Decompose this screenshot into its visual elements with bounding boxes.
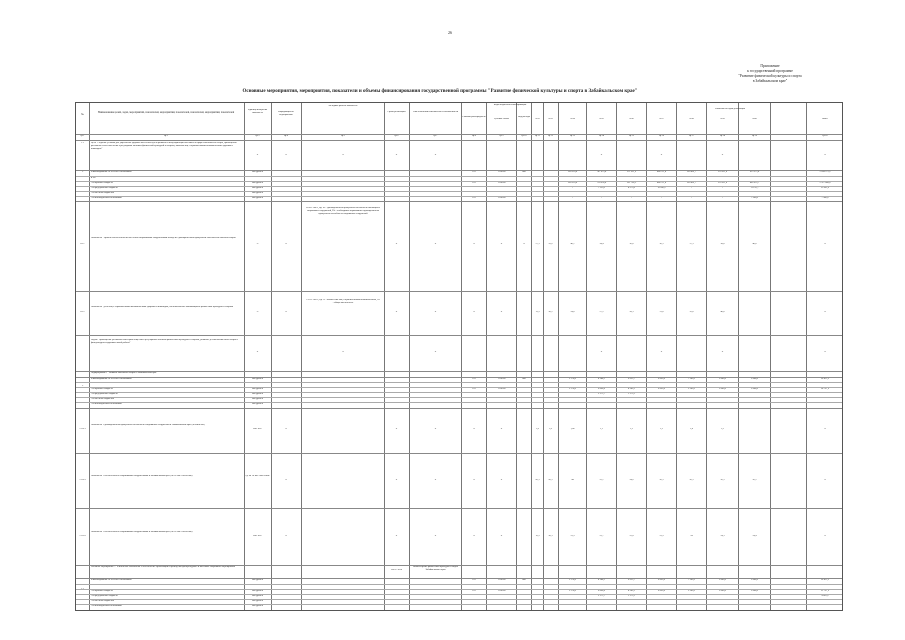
- header-name: Наименование целей, задач, мероприятий, показателей, мероприятий, показателей, показателей, мероприятий, показателей: [97, 111, 235, 114]
- value: 22,8: [629, 535, 634, 537]
- value: 408 711,4: [656, 182, 667, 184]
- x-mark: X: [824, 535, 826, 537]
- x-mark: X: [434, 154, 437, 156]
- financing-label: - из федерального бюджета: [91, 393, 118, 395]
- financing-label: - из внебюджетных источников: [91, 197, 122, 199]
- value: 52,1: [599, 479, 604, 481]
- x-mark: X: [395, 154, 398, 156]
- value: 20,3: [548, 535, 553, 537]
- x-mark: X: [473, 535, 475, 537]
- header-years: Значения по годам реализации: [715, 108, 745, 110]
- index-cell: гр.5: [341, 135, 345, 137]
- header-year: 2015: [599, 118, 604, 120]
- financing-label: - из местных бюджетов: [91, 192, 114, 194]
- financing-label: Финансирование за счет всех источников: [91, 171, 132, 173]
- value: 1 273,5: [628, 393, 635, 395]
- value: 2 574,0: [569, 590, 576, 592]
- unit: тыс.рублей: [252, 197, 263, 199]
- value: 36,0: [629, 243, 634, 245]
- value: -: [572, 197, 573, 199]
- value: 24,0: [570, 311, 575, 313]
- value: 34,4: [599, 243, 604, 245]
- value: 7 900,0: [751, 197, 758, 199]
- index-cell: гр.1: [80, 135, 85, 137]
- value: 36,5: [659, 243, 664, 245]
- index-cell: гр.4: [284, 135, 288, 137]
- program-table: [75, 102, 843, 611]
- value: 291 706,5: [626, 182, 637, 184]
- x-mark: X: [395, 479, 398, 481]
- value: 2 574,0: [569, 579, 576, 581]
- appendix-line: Приложение: [760, 64, 780, 68]
- financing-label: - из внебюджетных источников: [91, 403, 122, 405]
- value: 3 006,0: [719, 378, 726, 380]
- value: 3 006,0: [719, 579, 726, 581]
- index-cell: гр.19: [752, 135, 757, 137]
- value: 28,3: [629, 311, 634, 313]
- appendix-line: "Развитие физической культуры и спорта: [738, 74, 802, 78]
- header-year: 2018: [689, 118, 694, 120]
- value: 7 900,0: [821, 197, 829, 199]
- subprogram-title: Подпрограмма 1 "Развитие массового спорта в Забайкальском крае": [91, 372, 158, 374]
- method-text: Ci/Ch*100%, где Ci - количество лиц с ограниченными возможностями, Ch - общая численность: [306, 299, 380, 304]
- value: 396 461,7: [686, 171, 697, 173]
- method-text: Ef/Eh*100%, где Ef - единовременная пропускная способность имеющихся спортивных сооружений, Eh - необходимая нормативная единовременная пропускная способность спортивных сооружений: [306, 207, 380, 215]
- x-mark: X: [395, 535, 398, 537]
- unit: тыс.рублей: [252, 171, 263, 173]
- value: 40,0: [752, 243, 757, 245]
- x-mark: X: [473, 479, 475, 481]
- x-mark: X: [500, 243, 503, 245]
- value: 710 950,8: [596, 182, 607, 184]
- code: 1110100: [497, 579, 506, 581]
- index-cell: гр.13: [570, 135, 575, 137]
- index-cell: гр.9: [499, 135, 504, 137]
- unit: тыс.рублей: [252, 388, 263, 390]
- row-number: 1.1: [81, 142, 84, 144]
- financing-label: - из краевого бюджета: [91, 590, 113, 592]
- unit: тыс.рублей: [252, 579, 263, 581]
- value: 1,06: [570, 428, 575, 430]
- value: 2 574,0: [569, 388, 576, 390]
- value: 2,2: [660, 428, 663, 430]
- value: 290 314,8: [567, 182, 578, 184]
- x-mark: X: [824, 479, 826, 481]
- financing-label: Финансирование за счет всех источников: [91, 378, 132, 380]
- goal-text: Цель "Создание условий для укрепления здоровья населения путем развития и популяризации массового и профессионального спорта, приобщения различных слоев населения к регулярным занятиям физической культурой и спортом, включая лиц с ограниченными возможностями здоровья и инвалидов": [91, 142, 237, 150]
- code: 011: [472, 197, 476, 199]
- activity-title: Основное мероприятие 1 "Физическое воспитание и обеспечение организации и проведения физкультурных и массовых спортивных мероприятий": [91, 566, 236, 568]
- page-number: 26: [448, 30, 452, 35]
- value: 6 659,7: [628, 579, 635, 581]
- header-vid: Вид расхода: [518, 116, 530, 118]
- code: 011: [472, 579, 476, 581]
- value: 32 797,9: [820, 590, 830, 592]
- value: 4 575,0: [628, 187, 635, 189]
- x-mark: X: [434, 243, 437, 245]
- header-section: Целевая статья: [494, 118, 509, 120]
- code: 011: [472, 590, 476, 592]
- index-cell: гр.6: [394, 135, 399, 137]
- value: 38 813,5: [820, 378, 830, 380]
- x-mark: X: [342, 351, 344, 353]
- value: 3 006,0: [719, 590, 726, 592]
- value: 396 461,7: [686, 182, 697, 184]
- header-deadline: Сроки реализации: [387, 111, 406, 113]
- row-number: 1.1031: [79, 535, 86, 537]
- x-mark: X: [434, 535, 437, 537]
- value: 290 314,8: [567, 171, 578, 173]
- x-mark: X: [395, 428, 398, 430]
- x-mark: X: [285, 428, 287, 430]
- value: 2 694 272,6: [819, 171, 831, 173]
- x-mark: X: [256, 351, 259, 353]
- index-cell: гр.10: [521, 135, 527, 137]
- value: 3 006,0: [719, 388, 726, 390]
- indicator-text: Показатель "Обеспеченность спортивными сооружениями в Забайкальском крае (на 10 тыс. населения)": [91, 531, 194, 533]
- value: 13,9: [535, 311, 540, 313]
- value: -: [722, 197, 723, 199]
- index-cell: гр.20: [822, 135, 828, 137]
- header-codes: Коды бюджетной классификации: [493, 104, 527, 106]
- value: 6 096,8: [658, 378, 665, 380]
- value: -: [691, 197, 692, 199]
- value: 20,2: [548, 311, 553, 313]
- header-year: 2020: [752, 118, 757, 120]
- value: 7 386,6: [688, 579, 695, 581]
- value: 2,5: [721, 428, 724, 430]
- unit: тыс.рублей: [252, 378, 263, 380]
- header-year: 2016: [629, 118, 634, 120]
- header-no: №: [81, 113, 84, 116]
- value: 40,1: [570, 243, 575, 245]
- code: 011: [472, 378, 476, 380]
- header-year: 2017: [659, 118, 664, 120]
- financing-label: - из федерального бюджета: [91, 187, 118, 189]
- value: 4 386,2: [628, 388, 635, 390]
- value: 253 911,8: [717, 171, 728, 173]
- x-mark: X: [473, 428, 475, 430]
- x-mark: X: [473, 311, 475, 313]
- value: 27,3: [535, 243, 540, 245]
- value: 11 195,7: [750, 187, 759, 189]
- index-cell: гр.7: [433, 135, 438, 137]
- x-mark: X: [395, 243, 398, 245]
- x-mark: X: [285, 535, 287, 537]
- financing-label: Финансирование за счет всех источников: [91, 579, 132, 581]
- x-mark: X: [660, 351, 663, 353]
- row-number: III.2: [80, 311, 85, 313]
- financing-label: - из внебюджетных источников: [91, 605, 122, 607]
- indicator-text: Показатель "Обеспеченность спортивными сооружениями в Забайкальском крае (на 10 тыс. населения)": [91, 475, 194, 477]
- value: 29,6: [548, 243, 553, 245]
- header-total: итого: [822, 118, 828, 120]
- indicator-text: Показатель "Единовременная пропускная способность спортивных сооружений в Забайкальском крае (человек/час)": [91, 424, 206, 426]
- x-mark: X: [285, 154, 287, 156]
- value: -: [572, 187, 573, 189]
- x-mark: X: [434, 428, 437, 430]
- index-cell: гр.11: [535, 135, 540, 137]
- index-cell: гр.2: [164, 135, 168, 137]
- x-mark: X: [395, 311, 398, 313]
- value: 2 317 888,8: [819, 182, 831, 184]
- index-cell: гр.16: [659, 135, 664, 137]
- financing-label: - из краевого бюджета: [91, 388, 113, 390]
- value: 24,4: [752, 535, 757, 537]
- value: 38 813,5: [820, 579, 830, 581]
- value: 7 259,6: [598, 187, 605, 189]
- value: 39 963,9: [820, 187, 830, 189]
- index-cell: гр.3: [255, 135, 260, 137]
- indicator-text: Показатель "Уровень обеспеченности населения спортивными сооружениями исходя из единовременной пропускной способности объектов спорта": [91, 237, 237, 239]
- unit: тыс.рублей: [252, 590, 263, 592]
- index-cell: гр.15: [629, 135, 634, 137]
- value: -: [601, 197, 602, 199]
- value: 35,0: [689, 311, 694, 313]
- code: 011: [472, 182, 476, 184]
- value: 5 386,6: [688, 590, 695, 592]
- x-mark: X: [824, 243, 826, 245]
- value: 4 386,2: [628, 590, 635, 592]
- unit: тыс.рублей: [252, 398, 263, 400]
- value: 357 911,9: [626, 171, 637, 173]
- row-number: 1.1011: [79, 428, 86, 430]
- value: 2,4: [690, 428, 693, 430]
- value: 1,0: [536, 428, 539, 430]
- code: 011: [472, 388, 476, 390]
- header-method: Методика расчета показателя: [328, 105, 358, 107]
- x-mark: X: [824, 154, 826, 156]
- value: 40,0: [720, 311, 725, 313]
- code: 1110100: [497, 171, 506, 173]
- x-mark: X: [500, 311, 503, 313]
- value: 38,0: [720, 243, 725, 245]
- unit: тыс.рублей: [252, 187, 263, 189]
- value: 5 008,0: [751, 579, 758, 581]
- value: 6 096,8: [658, 388, 665, 390]
- task-text: Задача "Приобщение различных категорий общества к регулярным занятиям физической культурой и спортом, развитие детско-юношеского спорта и физкультурно-оздоровительной работы": [91, 339, 238, 344]
- code: 1110100: [497, 388, 506, 390]
- unit: тыс.рублей: [252, 595, 263, 597]
- financing-label: - из местных бюджетов: [91, 398, 114, 400]
- value: 2 574,0: [569, 378, 576, 380]
- code: 1110100: [497, 590, 506, 592]
- x-mark: X: [500, 535, 503, 537]
- value: 5 008,0: [751, 378, 758, 380]
- x-mark: X: [600, 154, 603, 156]
- header-gr: Главный распорядитель: [462, 116, 486, 118]
- value: 23,9: [570, 535, 575, 537]
- value: -: [661, 197, 662, 199]
- unit: тыс. чел.: [253, 428, 262, 430]
- value: 253 911,8: [717, 182, 728, 184]
- value: -: [722, 187, 723, 189]
- value: 44: [571, 479, 574, 481]
- header-base: 2012: [535, 118, 540, 120]
- value: 6 068,8: [598, 590, 605, 592]
- value: 408 711,4: [656, 171, 667, 173]
- x-mark: X: [824, 311, 826, 313]
- row-number: 1.: [81, 171, 84, 173]
- value: 42,3: [535, 479, 540, 481]
- activity-dates: 2014 - 2020: [390, 569, 403, 571]
- value: 5 008,0: [751, 590, 758, 592]
- unit: %: [256, 243, 259, 245]
- x-mark: X: [256, 154, 259, 156]
- header-info: Информация по мероприятию: [278, 111, 294, 116]
- value: 24: [690, 535, 693, 537]
- x-mark: X: [523, 243, 525, 245]
- code: 011: [472, 171, 476, 173]
- unit: тыс.рублей: [252, 182, 263, 184]
- unit: тыс.рублей: [252, 192, 263, 194]
- value: 23,7: [599, 535, 604, 537]
- activity-executor: Министерство физической культуры и спорта Забайкальского края: [413, 566, 458, 571]
- value: 6 096,8: [658, 579, 665, 581]
- value: 6 096,8: [658, 590, 665, 592]
- value: 19 690,6: [657, 187, 666, 189]
- indicator-text: Показатель "Доля лиц с ограниченными возможностями здоровья и инвалидов, систематически занимающихся физической культурой и спортом": [91, 306, 235, 308]
- index-cell: гр.14: [599, 135, 604, 137]
- financing-label: - из федерального бюджета: [91, 595, 118, 597]
- document-title: Основные мероприятия, мероприятия, показатели и объемы финансирования государственной программы "Развитие физической культуры и спорта в Забайкальском крае": [242, 89, 638, 94]
- value: 466 933,7: [749, 182, 760, 184]
- value: 5 386,6: [688, 388, 695, 390]
- row-number: 1.1021: [79, 479, 86, 481]
- row-number: 1.1: [81, 588, 84, 590]
- index-cell: гр.18: [720, 135, 725, 137]
- value: 24,3: [720, 535, 725, 537]
- x-mark: X: [434, 479, 437, 481]
- appendix-line: к государственной программе: [747, 69, 793, 73]
- header-unit: Единица измерения показателя: [247, 109, 268, 114]
- x-mark: X: [342, 154, 344, 156]
- index-cell: гр.8: [472, 135, 476, 137]
- index-cell: гр.12: [548, 135, 553, 137]
- row-number: 1.: [81, 385, 84, 387]
- financing-label: - из местных бюджетов: [91, 600, 114, 602]
- code: 000: [522, 579, 526, 581]
- value: 5 008,0: [751, 388, 758, 390]
- unit: тыс.рублей: [252, 403, 263, 405]
- x-mark: X: [473, 243, 475, 245]
- value: 42,5: [548, 479, 553, 481]
- financing-label: - из краевого бюджета: [91, 182, 113, 184]
- value: 23,9: [659, 535, 664, 537]
- x-mark: X: [285, 311, 287, 313]
- code: 1110100: [497, 378, 506, 380]
- value: 56,5: [720, 479, 725, 481]
- code: 1110100: [497, 182, 506, 184]
- value: 615 375,0: [749, 171, 760, 173]
- value: 2,2: [630, 428, 633, 430]
- value: 2 275,7: [598, 393, 605, 395]
- x-mark: X: [721, 351, 724, 353]
- x-mark: X: [824, 428, 826, 430]
- value: 7 386,6: [688, 378, 695, 380]
- value: 8 344,5: [598, 579, 605, 581]
- appendix-line: в Забайкальском крае": [752, 79, 788, 83]
- value: 34 797,9: [820, 388, 830, 390]
- value: 27,2: [599, 311, 604, 313]
- value: 6 068,8: [598, 388, 605, 390]
- x-mark: X: [600, 351, 603, 353]
- unit: тыс.рублей: [252, 393, 263, 395]
- value: 56,5: [689, 479, 694, 481]
- x-mark: X: [824, 351, 826, 353]
- header-year: 2013: [548, 118, 553, 120]
- value: 54,6: [629, 479, 634, 481]
- value: 1,0: [549, 428, 552, 430]
- header-year: 2014: [570, 118, 575, 120]
- value: 1 273,5: [628, 595, 635, 597]
- header-year: 2019: [720, 118, 725, 120]
- value: 6 659,7: [628, 378, 635, 380]
- header-executor: Ответственный исполнитель в соисполнители: [412, 111, 459, 113]
- financing-label: в т.ч.: [91, 177, 96, 179]
- value: 37,3: [689, 243, 694, 245]
- value: 8 344,5: [598, 378, 605, 380]
- x-mark: X: [721, 154, 724, 156]
- x-mark: X: [285, 243, 287, 245]
- value: 2,1: [600, 428, 603, 430]
- code: 1110100: [497, 197, 506, 199]
- appendix-note: [700, 64, 840, 84]
- index-cell: гр.17: [689, 135, 694, 137]
- value: 2 275,7: [598, 595, 605, 597]
- value: 19,9: [535, 535, 540, 537]
- unit: тыс.рублей: [252, 600, 263, 602]
- x-mark: X: [285, 479, 287, 481]
- x-mark: X: [500, 428, 503, 430]
- unit: тыс. чел.: [253, 535, 262, 537]
- x-mark: X: [500, 479, 503, 481]
- value: 31,0: [659, 311, 664, 313]
- row-number: III.1: [80, 243, 85, 245]
- value: 747 679,0: [596, 171, 607, 173]
- value: -: [631, 197, 632, 199]
- value: -: [691, 187, 692, 189]
- unit: тыс.рублей: [252, 605, 263, 607]
- value: 4 065,6: [821, 595, 829, 597]
- x-mark: X: [434, 311, 437, 313]
- code: 000: [522, 378, 526, 380]
- unit: ед. на 10 тыс. населения: [245, 475, 270, 477]
- code: 000: [522, 171, 526, 173]
- x-mark: X: [434, 351, 437, 353]
- unit: %: [256, 311, 259, 313]
- value: 56,5: [659, 479, 664, 481]
- x-mark: X: [660, 154, 663, 156]
- value: 56,2: [752, 479, 757, 481]
